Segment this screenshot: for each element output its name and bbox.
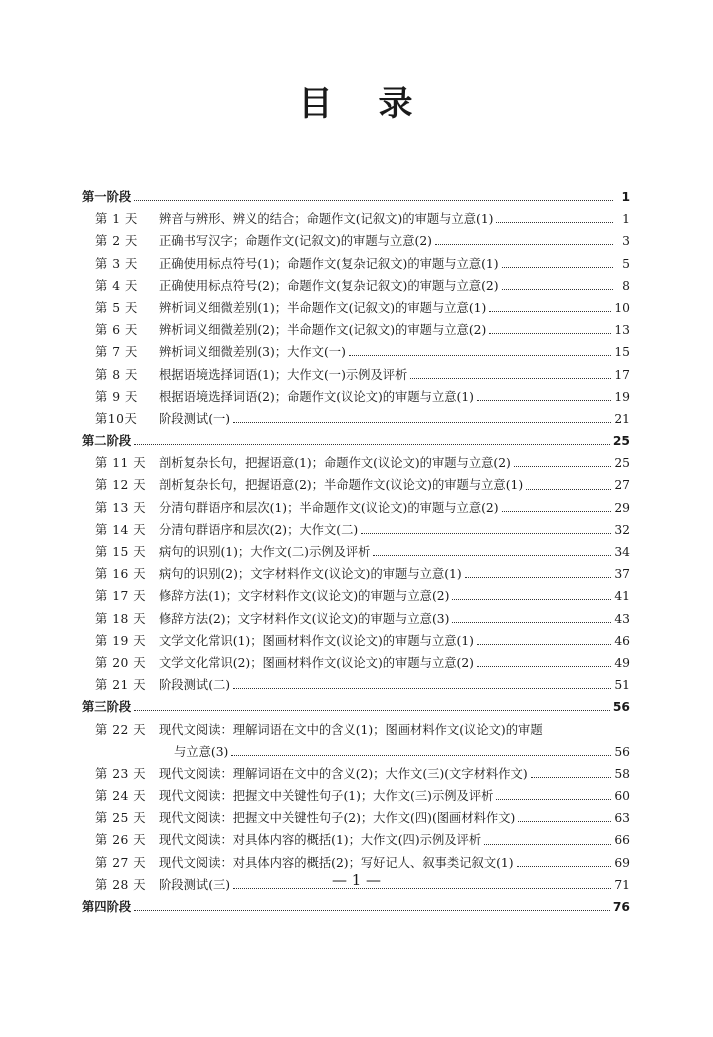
dot-leader (526, 480, 611, 490)
entry-title: 正确书写汉字；命题作文(记叙文)的审题与立意(2) (159, 234, 432, 249)
dot-leader (518, 812, 611, 822)
dot-leader (134, 701, 610, 711)
day-label: 第 24 天 (95, 789, 147, 804)
toc-entry-row (82, 563, 630, 585)
entry-title: 现代文阅读：理解词语在文中的含义(2)；大作文(三)(文字材料作文) (159, 766, 528, 781)
page-number: 56 (612, 700, 630, 715)
dot-leader (496, 790, 611, 800)
dot-leader (477, 391, 611, 401)
page-number: 60 (614, 789, 630, 804)
entry-title: 文学文化常识(2)；图画材料作文(议论文)的审题与立意(2) (159, 655, 474, 670)
dot-leader (452, 590, 611, 600)
page-number: 46 (614, 633, 630, 648)
entry-title: 病句的识别(1)；大作文(二)示例及评析 (159, 545, 371, 559)
toc-section-row (82, 696, 630, 718)
entry-title: 现代文阅读：把握文中关键性句子(2)；大作文(四)(图画材料作文) (159, 811, 516, 826)
day-label: 第 13 天 (95, 500, 147, 515)
entry-title: 辨析词义细微差别(2)；半命题作文(记叙文)的审题与立意(2) (159, 323, 487, 338)
page-number: 32 (614, 522, 630, 537)
dot-leader (134, 435, 610, 445)
toc-entry-row (82, 652, 630, 674)
entry-title: 正确使用标点符号(1)；命题作文(复杂记叙文)的审题与立意(1) (159, 256, 499, 271)
dot-leader (373, 546, 611, 556)
day-label: 第 26 天 (95, 833, 147, 848)
dot-leader (489, 324, 611, 334)
toc-entry-row (82, 719, 630, 763)
dot-leader (502, 258, 613, 268)
entry-title: 辨析词义细微差别(1)；半命题作文(记叙文)的审题与立意(1) (159, 300, 487, 315)
page-number: 8 (622, 278, 630, 293)
dot-leader (477, 657, 611, 667)
page-number: 19 (614, 389, 630, 404)
dot-leader (514, 457, 611, 467)
page-number: 43 (614, 611, 630, 626)
page-number: 10 (614, 300, 630, 315)
day-label: 第 3 天 (95, 256, 138, 271)
day-label: 第 16 天 (95, 567, 147, 582)
page-number: 25 (614, 456, 630, 471)
dot-leader (465, 568, 612, 578)
section-title: 第一阶段 (82, 190, 132, 204)
entry-title: 文学文化常识(1)；图画材料作文(议论文)的审题与立意(1) (159, 633, 474, 648)
page-number: 5 (622, 256, 630, 271)
page-number: 71 (614, 877, 630, 892)
entry-title: 正确使用标点符号(2)；命题作文(复杂记叙文)的审题与立意(2) (159, 278, 499, 293)
day-label: 第 5 天 (95, 300, 138, 315)
toc-section-row (82, 896, 630, 918)
toc-entry-row (82, 297, 630, 319)
dot-leader (134, 901, 610, 911)
toc-entry-row (82, 585, 630, 607)
page-number: 66 (614, 833, 630, 848)
dot-leader (496, 213, 613, 223)
toc-entry-row (82, 386, 630, 408)
page-number: 63 (614, 811, 630, 826)
toc-entry-row (82, 253, 630, 275)
toc-entry-row (82, 319, 630, 341)
page-number: 37 (614, 567, 630, 582)
day-label: 第 2 天 (95, 234, 138, 249)
toc-entry-row (82, 829, 630, 851)
page-number: 56 (614, 744, 630, 759)
day-label: 第 25 天 (95, 811, 147, 826)
dot-leader (231, 746, 611, 756)
entry-title: 辨音与辨形、辨义的结合；命题作文(记叙文)的审题与立意(1) (159, 212, 494, 227)
day-label: 第 17 天 (95, 589, 147, 604)
page-number: 29 (614, 500, 630, 515)
page-number: 76 (612, 900, 630, 915)
toc-entry-row (82, 341, 630, 363)
toc-entry-row (82, 275, 630, 297)
day-label: 第 11 天 (95, 456, 147, 471)
page-number: 25 (612, 434, 630, 449)
title-char-1: 目 (298, 84, 335, 124)
day-label: 第 6 天 (95, 323, 138, 338)
entry-title: 辨析词义细微差别(3)；大作文(一) (159, 345, 346, 360)
entry-title: 修辞方法(2)；文字材料作文(议论文)的审题与立意(3) (159, 611, 450, 626)
entry-title: 剖析复杂长句，把握语意(1)；命题作文(议论文)的审题与立意(2) (159, 456, 511, 471)
day-label: 第 12 天 (95, 478, 147, 493)
page-number: 15 (614, 345, 630, 360)
page-number: 1 (621, 190, 630, 204)
day-label: 第 15 天 (95, 545, 147, 559)
toc-entry-row (82, 763, 630, 785)
day-label: 第 27 天 (95, 855, 147, 870)
day-label: 第 7 天 (95, 345, 138, 360)
page-number: 1 (622, 212, 630, 227)
day-label: 第 1 天 (95, 212, 138, 227)
entry-title: 根据语境选择词语(2)；命题作文(议论文)的审题与立意(1) (159, 389, 474, 404)
page-number: 41 (614, 589, 630, 604)
entry-title: 病句的识别(2)；文字材料作文(议论文)的审题与立意(1) (159, 567, 462, 582)
toc-entry-row (82, 208, 630, 230)
day-label: 第 20 天 (95, 655, 147, 670)
dot-leader (410, 369, 611, 379)
toc-entry-row (82, 674, 630, 696)
toc-section-row (82, 186, 630, 208)
entry-title: 分清句群语序和层次(1)；半命题作文(议论文)的审题与立意(2) (159, 500, 499, 515)
toc-entry-row (82, 364, 630, 386)
page-title (0, 76, 713, 125)
toc-entry-row (82, 230, 630, 252)
toc-entry-row (82, 452, 630, 474)
entry-title: 分清句群语序和层次(2)；大作文(二) (159, 522, 359, 537)
day-label: 第 22 天 (95, 722, 147, 737)
toc-entry-row (82, 519, 630, 541)
entry-title: 阶段测试(三) (159, 877, 231, 892)
page-number: 51 (614, 678, 630, 693)
entry-title: 阶段测试(二) (159, 678, 231, 693)
page-number-footer: — 1 — (331, 871, 382, 889)
toc-entry-row (82, 630, 630, 652)
dot-leader (349, 346, 611, 356)
entry-title: 现代文阅读：对具体内容的概括(2)；写好记人、叙事类记叙文(1) (159, 855, 514, 870)
day-label: 第 4 天 (95, 278, 138, 293)
toc-entry-row (82, 541, 630, 563)
dot-leader (531, 768, 612, 778)
page-number: 17 (614, 367, 630, 382)
section-title: 第二阶段 (82, 434, 132, 449)
entry-title: 修辞方法(1)；文字材料作文(议论文)的审题与立意(2) (159, 589, 450, 604)
page-number: 69 (614, 855, 630, 870)
entry-title: 阶段测试(一) (159, 411, 231, 426)
table-of-contents (82, 186, 630, 918)
dot-leader (233, 679, 611, 689)
toc-section-row (82, 430, 630, 452)
section-title: 第四阶段 (82, 900, 132, 915)
toc-entry-row (82, 807, 630, 829)
day-label: 第 23 天 (95, 766, 147, 781)
toc-entry-row (82, 608, 630, 630)
day-label: 第 8 天 (95, 367, 138, 382)
page-number: 49 (614, 655, 630, 670)
dot-leader (517, 857, 612, 867)
dot-leader (361, 524, 611, 534)
toc-entry-row (82, 497, 630, 519)
dot-leader (477, 635, 611, 645)
dot-leader (502, 502, 612, 512)
dot-leader (502, 280, 613, 290)
page-number: 58 (614, 766, 630, 781)
day-label: 第 21 天 (95, 678, 147, 693)
dot-leader (484, 835, 611, 845)
toc-entry-row (82, 474, 630, 496)
day-label: 第 9 天 (95, 389, 138, 404)
entry-title: 现代文阅读：理解词语在文中的含义(1)；图画材料作文(议论文)的审题 (159, 722, 543, 737)
dot-leader (134, 191, 613, 201)
dot-leader (233, 413, 611, 423)
entry-title-continued: 与立意(3) (174, 744, 229, 759)
page-number: 27 (614, 478, 630, 493)
day-label: 第 28 天 (95, 877, 147, 892)
entry-title: 剖析复杂长句，把握语意(2)；半命题作文(议论文)的审题与立意(1) (159, 478, 524, 493)
day-label: 第 14 天 (95, 522, 147, 537)
toc-entry-row (82, 785, 630, 807)
page-number: 13 (614, 323, 630, 338)
page-number: 21 (614, 411, 630, 426)
page-number: 34 (614, 545, 630, 559)
dot-leader (489, 302, 611, 312)
section-title: 第三阶段 (82, 700, 132, 715)
entry-title: 现代文阅读：把握文中关键性句子(1)；大作文(三)示例及评析 (159, 789, 494, 804)
entry-title: 根据语境选择词语(1)；大作文(一)示例及评析 (159, 367, 408, 382)
entry-title: 现代文阅读：对具体内容的概括(1)；大作文(四)示例及评析 (159, 833, 482, 848)
day-label: 第 19 天 (95, 633, 147, 648)
title-char-2: 录 (378, 84, 415, 124)
page-number: 3 (622, 234, 630, 249)
dot-leader (435, 235, 613, 245)
toc-entry-row (82, 408, 630, 430)
dot-leader (452, 613, 611, 623)
day-label: 第 18 天 (95, 611, 147, 626)
day-label: 第10天 (95, 411, 138, 426)
